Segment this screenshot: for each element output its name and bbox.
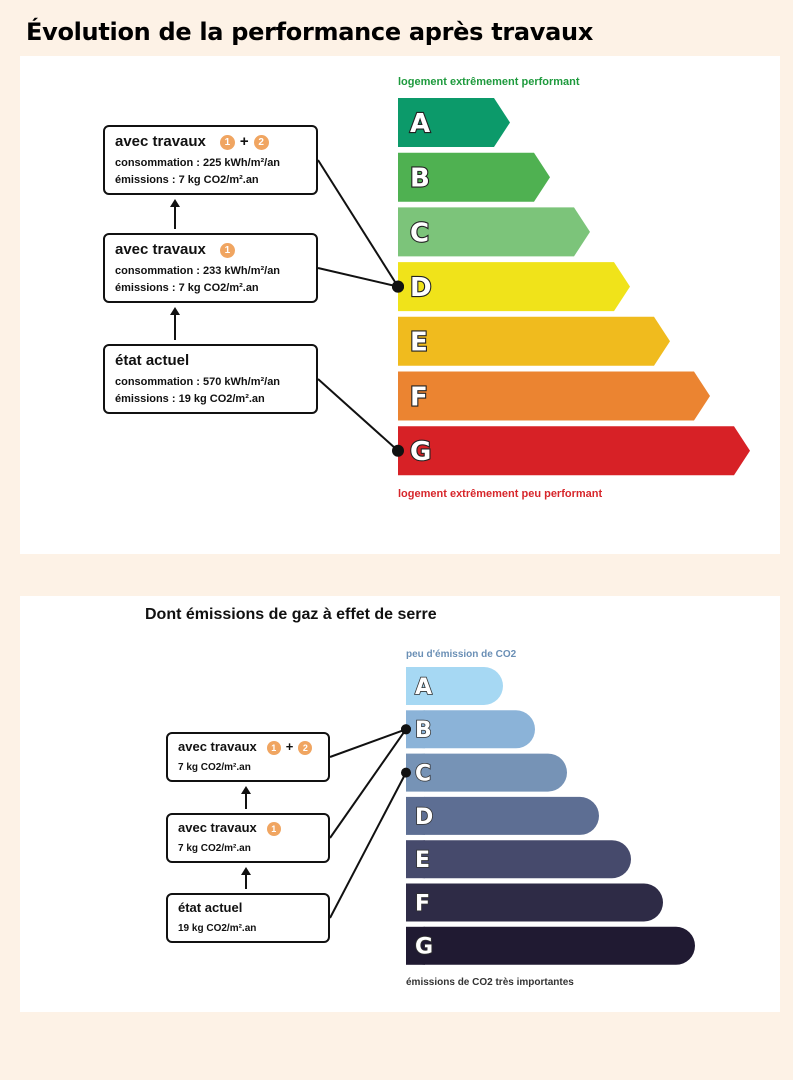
energy-box-line: émissions : 19 kg CO2/m².an [115, 393, 265, 405]
energy-connector [318, 268, 404, 293]
energy-connector [318, 379, 404, 457]
energy-box-line: consommation : 570 kWh/m²/an [115, 376, 281, 388]
energy-class-bar-c [398, 207, 590, 256]
ghg-scale-bottom-label: émissions de CO2 très importantes [406, 977, 574, 988]
energy-class-bar-d [398, 262, 630, 311]
energy-class-bar-g [398, 426, 750, 475]
energy-class-bar-b [398, 153, 550, 202]
step-badge: 1 [267, 822, 281, 836]
energy-box-line: émissions : 7 kg CO2/m².an [115, 174, 259, 186]
energy-scale-bottom-label: logement extrêmement peu performant [398, 488, 603, 500]
step-badge: 1 [220, 135, 235, 150]
ghg-class-bar-a [406, 667, 503, 705]
ghg-class-letter-g: G [415, 934, 434, 960]
plus-sign: + [239, 133, 249, 150]
energy-class-letter-g: G [410, 437, 432, 468]
energy-class-letter-c: C [410, 218, 430, 249]
ghg-scale-top-label: peu d'émission de CO2 [406, 649, 517, 660]
ghg-up-arrow-icon [241, 867, 251, 889]
ghg-class-letter-e: E [415, 848, 431, 874]
box-title-text: avec travaux [178, 739, 257, 754]
energy-box-line: émissions : 7 kg CO2/m².an [115, 282, 259, 294]
energy-class-letter-d: D [410, 272, 432, 303]
energy-connector [318, 160, 404, 293]
energy-class-bar-f [398, 372, 710, 421]
ghg-class-bar-f [406, 884, 663, 922]
step-badge: 2 [254, 135, 269, 150]
energy-class-letter-e: E [410, 327, 428, 358]
ghg-class-bar-g [406, 927, 695, 965]
box-title-text: avec travaux [115, 133, 206, 150]
box-title-text: état actuel [115, 352, 190, 369]
ghg-box-line: 7 kg CO2/m².an [178, 762, 251, 773]
energy-class-bar-e [398, 317, 670, 366]
energy-up-arrow-icon [170, 199, 180, 229]
step-badge: 1 [220, 243, 235, 258]
plus-sign: + [285, 739, 294, 754]
box-title-text: avec travaux [178, 820, 257, 835]
step-badge: 2 [298, 741, 312, 755]
box-title-text: état actuel [178, 900, 243, 915]
page-title: Évolution de la performance après travaux [26, 18, 594, 46]
energy-class-letter-b: B [410, 163, 430, 194]
ghg-class-letter-d: D [415, 804, 434, 830]
ghg-connector [330, 768, 411, 918]
ghg-class-letter-a: A [415, 674, 433, 700]
ghg-class-bar-b [406, 710, 535, 748]
energy-box-line: consommation : 233 kWh/m²/an [115, 265, 281, 277]
ghg-class-bar-e [406, 840, 631, 878]
energy-class-letter-a: A [410, 108, 431, 139]
ghg-class-bar-c [406, 754, 567, 792]
ghg-box-line: 7 kg CO2/m².an [178, 843, 251, 854]
energy-up-arrow-icon [170, 307, 180, 340]
ghg-class-bar-d [406, 797, 599, 835]
ghg-class-letter-b: B [415, 718, 432, 744]
step-badge: 1 [267, 741, 281, 755]
ghg-box-line: 19 kg CO2/m².an [178, 923, 257, 934]
box-title-text: avec travaux [115, 241, 206, 258]
ghg-class-letter-f: F [415, 891, 431, 917]
ghg-title: Dont émissions de gaz à effet de serre [145, 606, 437, 623]
energy-class-letter-f: F [410, 382, 428, 413]
ghg-up-arrow-icon [241, 786, 251, 809]
ghg-class-letter-c: C [415, 761, 432, 787]
energy-box-line: consommation : 225 kWh/m²/an [115, 157, 281, 169]
energy-class-bar-a [398, 98, 510, 147]
energy-scale-top-label: logement extrêmement performant [398, 76, 580, 88]
